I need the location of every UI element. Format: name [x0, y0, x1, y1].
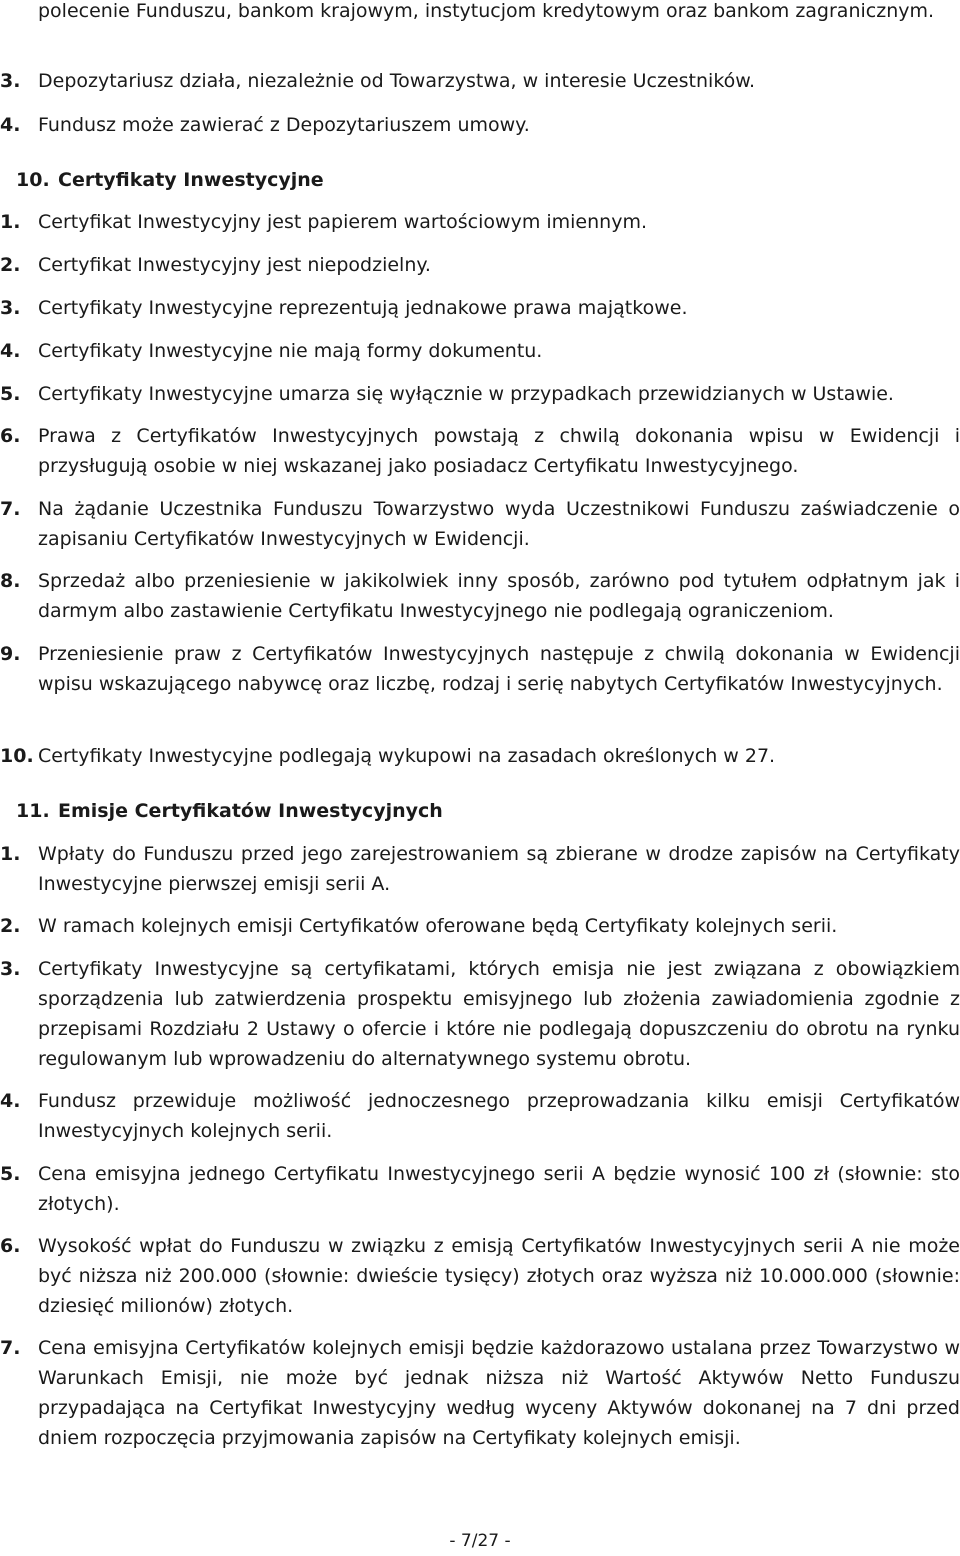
list-item: [0, 954, 960, 1074]
list-item: [0, 336, 960, 366]
item-text: Certyfikaty Inwestycyjne nie mają formy dokumentu.: [38, 340, 543, 362]
item-number: 6.: [0, 1235, 21, 1257]
item-text: Certyfikat Inwestycyjny jest niepodzielny.: [38, 254, 431, 276]
item-number: 10.: [0, 745, 34, 767]
item-text: Wpłaty do Funduszu przed jego zarejestrowaniem są zbierane w drodze zapisów na Certyfikaty Inwestycyjne pierwszej emisji serii A.: [38, 843, 960, 895]
section-heading: [16, 796, 443, 826]
item-text: Certyfikaty Inwestycyjne reprezentują jednakowe prawa majątkowe.: [38, 297, 688, 319]
list-item: [0, 911, 960, 941]
item-number: 9.: [0, 643, 21, 665]
item-number: 2.: [0, 915, 21, 937]
item-text: Fundusz przewiduje możliwość jednoczesnego przeprowadzania kilku emisji Certyfikatów Inwestycyjnych kolejnych serii.: [38, 1090, 960, 1142]
section-number: 10.: [16, 169, 50, 191]
item-number: 3.: [0, 297, 21, 319]
item-text: Sprzedaż albo przeniesienie w jakikolwiek inny sposób, zarówno pod tytułem odpłatnym jak i darmym albo zastawienie Certyfikatu Inwestycyjnego nie podlegają ograniczeniom.: [38, 570, 960, 622]
item-text: Certyfikaty Inwestycyjne są certyfikatami, których emisja nie jest związana z obowiązkiem sporządzenia lub zatwierdzenia prospektu emisyjnego lub złożenia zawiadomienia zgodnie z przepisami Rozdziału 2 Ustawy o ofercie i które nie podlegają dopuszczeniu do obrotu na rynku regulowanym lub wprowadzeniu do alternatywnego systemu obrotu.: [38, 958, 960, 1070]
list-item: [0, 379, 960, 409]
list-item: [0, 839, 960, 899]
item-number: 2.: [0, 254, 21, 276]
section-number: 11.: [16, 800, 50, 822]
list-item: [0, 207, 960, 237]
item-number: 5.: [0, 383, 21, 405]
item-number: 7.: [0, 498, 21, 520]
item-text: Na żądanie Uczestnika Funduszu Towarzystwo wyda Uczestnikowi Funduszu zaświadczenie o zapisaniu Certyfikatów Inwestycyjnych w Ewidencji.: [38, 498, 960, 550]
item-number: 6.: [0, 425, 21, 447]
item-text: Certyfikat Inwestycyjny jest papierem wartościowym imiennym.: [38, 211, 647, 233]
list-item: [0, 293, 960, 323]
item-text: W ramach kolejnych emisji Certyfikatów oferowane będą Certyfikaty kolejnych serii.: [38, 915, 838, 937]
item-text: Cena emisyjna Certyfikatów kolejnych emisji będzie każdorazowo ustalana przez Towarzystwo w Warunkach Emisji, nie może być jednak niższa niż Wartość Aktywów Netto Funduszu przypadająca na Certyfikat Inwestycyjny według wyceny Aktywów dokonanej na 7 dni przed dniem rozpoczęcia przyjmowania zapisów na Certyfikaty kolejnych emisji.: [38, 1337, 960, 1449]
item-text: Wysokość wpłat do Funduszu w związku z emisją Certyfikatów Inwestycyjnych serii A nie może być niższa niż 200.000 (słownie: dwieście tysięcy) złotych oraz wyższa niż 10.000.000 (słownie: dziesięć milionów) złotych.: [38, 1235, 960, 1317]
item-number: 8.: [0, 570, 21, 592]
item-number: 1.: [0, 211, 21, 233]
item-text: Przeniesienie praw z Certyfikatów Inwestycyjnych następuje z chwilą dokonania w Ewidencji wpisu wskazującego nabywcę oraz liczbę, rodzaj i serię nabytych Certyfikatów Inwestycyjnych.: [38, 643, 960, 695]
section-title: Certyfikaty Inwestycyjne: [58, 169, 324, 191]
list-item: [0, 421, 960, 481]
list-item: [0, 566, 960, 626]
item-number: 4.: [0, 340, 21, 362]
page-number: - 7/27 -: [449, 1531, 511, 1551]
item-number: 4.: [0, 1090, 21, 1112]
list-item: [0, 741, 960, 771]
list-item: [0, 1159, 960, 1219]
item-text: Certyfikaty Inwestycyjne podlegają wykupowi na zasadach określonych w 27.: [38, 745, 776, 767]
item-number: 3.: [0, 70, 21, 92]
list-item: [0, 1086, 960, 1146]
item-text: Depozytariusz działa, niezależnie od Towarzystwa, w interesie Uczestników.: [38, 70, 756, 92]
item-number: 3.: [0, 958, 21, 980]
list-item: [0, 66, 960, 96]
item-text: Fundusz może zawierać z Depozytariuszem umowy.: [38, 114, 530, 136]
list-item: [0, 1333, 960, 1453]
list-item: [0, 639, 960, 699]
item-number: 5.: [0, 1163, 21, 1185]
item-number: 4.: [0, 114, 21, 136]
item-number: 1.: [0, 843, 21, 865]
list-item: [0, 110, 960, 140]
item-number: 7.: [0, 1337, 21, 1359]
paragraph-continuation: [0, 0, 960, 26]
section-heading: [16, 165, 324, 195]
list-item: [0, 250, 960, 280]
item-text: Prawa z Certyfikatów Inwestycyjnych powstają z chwilą dokonania wpisu w Ewidencji i przysługują osobie w niej wskazanej jako posiadacz Certyfikatu Inwestycyjnego.: [38, 425, 960, 477]
section-title: Emisje Certyfikatów Inwestycyjnych: [58, 800, 443, 822]
item-text: Cena emisyjna jednego Certyfikatu Inwestycyjnego serii A będzie wynosić 100 zł (słownie: sto złotych).: [38, 1163, 960, 1215]
list-item: [0, 494, 960, 554]
list-item: [0, 1231, 960, 1321]
paragraph-text: polecenie Funduszu, bankom krajowym, instytucjom kredytowym oraz bankom zagranicznym.: [38, 0, 935, 22]
item-text: Certyfikaty Inwestycyjne umarza się wyłącznie w przypadkach przewidzianych w Ustawie.: [38, 383, 894, 405]
